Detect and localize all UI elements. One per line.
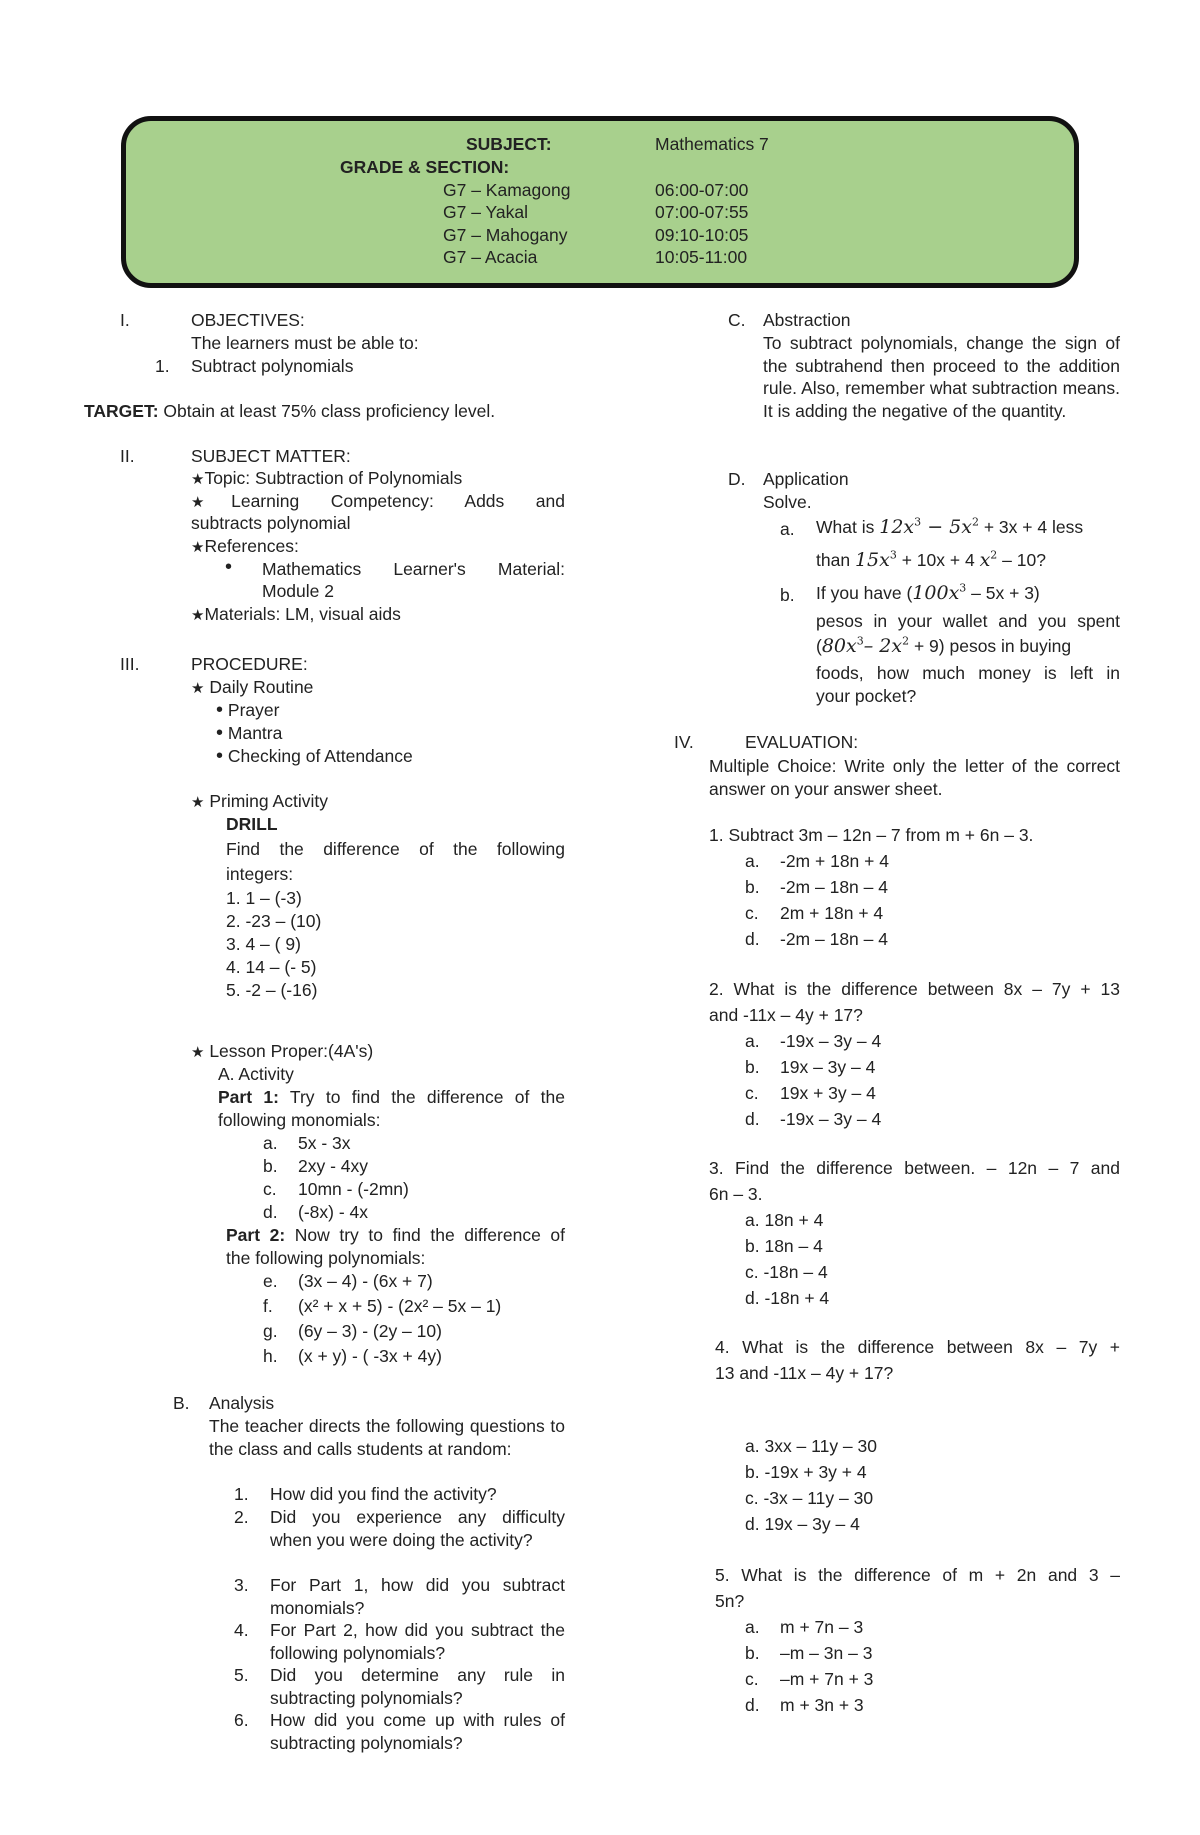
part1-text: Try to find the difference of the xyxy=(289,1087,566,1107)
eval-question-4-line2: 13 and -11x – 4y + 17? xyxy=(715,1363,894,1383)
eval-question-1: 1. Subtract 3m – 12n – 7 from m + 6n – 3. xyxy=(709,825,1034,845)
text: than xyxy=(816,550,851,570)
star-icon: ★ xyxy=(191,1044,205,1061)
competency-line xyxy=(191,490,565,515)
choice-text: –m + 7n + 3 xyxy=(780,1669,874,1689)
abstraction-letter: C. xyxy=(728,310,746,330)
part2-instruction-2: the following polynomials: xyxy=(226,1248,426,1268)
choice-letter: c. xyxy=(745,1083,759,1103)
priming-label: Priming Activity xyxy=(209,791,328,811)
var: x xyxy=(891,635,903,657)
bullet-icon: • xyxy=(216,722,224,744)
part2-item: (x² + x + 5) - (2x² – 5x – 1) xyxy=(298,1296,502,1316)
topic-line xyxy=(191,467,462,492)
exp: 3 xyxy=(856,634,864,648)
part1-item-letter: d. xyxy=(263,1202,278,1222)
choice-text: -19x – 3y – 4 xyxy=(780,1109,882,1129)
choice-text: 19x – 3y – 4 xyxy=(780,1057,876,1077)
drill-item: 1. 1 – (-3) xyxy=(226,888,302,908)
subject-value: Mathematics 7 xyxy=(655,134,769,154)
var: x xyxy=(948,582,960,604)
routine-item xyxy=(216,699,279,722)
choice-text: 19x + 3y – 4 xyxy=(780,1083,876,1103)
drill-instruction-2: integers: xyxy=(226,864,294,884)
part1-item-letter: a. xyxy=(263,1133,278,1153)
eval-question-2: 2. What is the difference between 8x – 7y + 13 xyxy=(709,979,1120,999)
section-time: 07:00-07:55 xyxy=(655,202,749,222)
analysis-letter: B. xyxy=(173,1393,190,1413)
choice-letter: c. xyxy=(745,903,759,923)
coef: – 2 xyxy=(863,635,892,657)
objective-item: Subtract polynomials xyxy=(191,356,354,376)
routine-item xyxy=(216,745,413,768)
part2-item: (3x – 4) - (6x + 7) xyxy=(298,1271,433,1291)
application-item-b-line3 xyxy=(816,635,1071,658)
choice-text: m + 3n + 3 xyxy=(780,1695,864,1715)
part2-item-letter: h. xyxy=(263,1346,278,1366)
math-term xyxy=(912,582,966,604)
section-time: 06:00-07:00 xyxy=(655,180,749,200)
drill-title: DRILL xyxy=(226,814,278,834)
abstraction-text: To subtract polynomials, change the sign of the subtrahend then proceed to the addition rule. Also, remember what subtraction means. It is adding the negative of the quantity. xyxy=(763,333,1120,421)
exp: 3 xyxy=(914,515,922,529)
eval-question-4: 4. What is the difference between 8x – 7y + xyxy=(715,1337,1120,1357)
evaluation-numeral: IV. xyxy=(674,732,694,752)
star-icon: ★ xyxy=(191,680,205,697)
activity-heading: A. Activity xyxy=(218,1064,294,1084)
bullet-icon: • xyxy=(225,556,233,578)
part1-label: Part 1: xyxy=(218,1087,279,1107)
reference-item: Mathematics Learner's Material: xyxy=(262,559,565,579)
part1-item-letter: c. xyxy=(263,1179,277,1199)
part2-item: (6y – 3) - (2y – 10) xyxy=(298,1321,442,1341)
var: x xyxy=(846,635,857,657)
question-number: 4. xyxy=(234,1620,249,1640)
question-text: How did you come up with rules of subtracting polynomials? xyxy=(270,1710,565,1753)
eval-question-2-line2: and -11x – 4y + 17? xyxy=(709,1005,863,1025)
star-icon: ★ xyxy=(191,794,205,811)
drill-item: 3. 4 – ( 9) xyxy=(226,934,301,954)
part2-text: Now try to find the difference of xyxy=(294,1225,565,1245)
choice-letter: a. xyxy=(745,1617,760,1637)
section-time: 10:05-11:00 xyxy=(655,247,748,267)
text: What is xyxy=(816,517,875,537)
drill-item: 2. -23 – (10) xyxy=(226,911,322,931)
choice-letter: d. xyxy=(745,1109,760,1129)
star-icon: ★ xyxy=(191,471,205,488)
drill-item: 4. 14 – (- 5) xyxy=(226,957,317,977)
section-name: G7 – Yakal xyxy=(443,202,528,222)
question-number: 6. xyxy=(234,1710,249,1730)
text: + 9) pesos in buying xyxy=(913,636,1072,656)
topic-text: Topic: Subtraction of Polynomials xyxy=(204,468,463,488)
routine-item-text: Prayer xyxy=(227,700,280,720)
question-number: 5. xyxy=(234,1665,249,1685)
exp: 2 xyxy=(971,515,979,529)
text: + 3x + 4 less xyxy=(983,517,1084,537)
exp: 2 xyxy=(990,548,998,562)
routine-item-text: Mantra xyxy=(227,723,283,743)
bullet-icon: • xyxy=(216,745,224,767)
var: x xyxy=(879,549,890,571)
choice-letter: c. xyxy=(745,1669,759,1689)
eval-question-5: 5. What is the difference of m + 2n and 3 – xyxy=(715,1565,1120,1585)
choice-text: d. 19x – 3y – 4 xyxy=(745,1514,860,1534)
eval-question-3: 3. Find the difference between. – 12n – 7 and xyxy=(709,1158,1120,1178)
application-item-letter: b. xyxy=(780,585,795,605)
application-item-a-line1 xyxy=(816,516,1083,539)
question-text: Did you determine any rule in subtracting polynomials? xyxy=(270,1665,565,1708)
choice-letter: b. xyxy=(745,877,760,897)
text: – 5x + 3) xyxy=(971,583,1040,603)
part1-item: 2xy - 4xy xyxy=(298,1156,369,1176)
choice-letter: b. xyxy=(745,1057,760,1077)
choice-text: -2m + 18n + 4 xyxy=(780,851,889,871)
section-name: G7 – Mahogany xyxy=(443,225,568,245)
question-text: For Part 2, how did you subtract the following polynomials? xyxy=(270,1620,565,1663)
target-label: TARGET: xyxy=(84,401,159,421)
application-item-b-line4: foods, how much money is left in xyxy=(816,663,1120,683)
analysis-text: The teacher directs the following questions to the class and calls students at random: xyxy=(209,1416,565,1459)
part1-instruction xyxy=(218,1086,565,1109)
bullet-icon: • xyxy=(216,699,224,721)
references-label: References: xyxy=(204,536,299,556)
coef: 80 xyxy=(821,635,847,657)
part1-item-letter: b. xyxy=(263,1156,278,1176)
eval-question-5-line2: 5n? xyxy=(715,1591,745,1611)
choice-text: c. -3x – 11y – 30 xyxy=(745,1488,874,1508)
daily-routine-line xyxy=(191,676,313,701)
part2-item: (x + y) - ( -3x + 4y) xyxy=(298,1346,442,1366)
objectives-intro: The learners must be able to: xyxy=(191,333,419,353)
math-term xyxy=(879,516,979,538)
part2-label: Part 2: xyxy=(226,1225,286,1245)
math-term xyxy=(855,549,897,571)
choice-text: a. 3xx – 11y – 30 xyxy=(745,1436,877,1456)
choice-text: m + 7n – 3 xyxy=(780,1617,864,1637)
exp: 2 xyxy=(902,634,910,648)
exp: 3 xyxy=(889,548,897,562)
application-item-a-line2 xyxy=(816,549,1046,572)
choice-text: -19x – 3y – 4 xyxy=(780,1031,882,1051)
choice-text: -2m – 18n – 4 xyxy=(780,877,888,897)
competency-text: Learning Competency: Adds and xyxy=(231,491,565,511)
text: + 10x + 4 xyxy=(901,550,975,570)
choice-letter: a. xyxy=(745,1031,760,1051)
objectives-numeral: I. xyxy=(120,310,130,330)
target-line xyxy=(84,400,495,423)
question-text: Did you experience any difficulty when you were doing the activity? xyxy=(270,1507,565,1550)
part2-item-letter: f. xyxy=(263,1296,273,1316)
coef: − 5 xyxy=(927,516,962,538)
question-text: How did you find the activity? xyxy=(270,1484,497,1504)
part1-item: 10mn - (-2mn) xyxy=(298,1179,409,1199)
choice-text: -2m – 18n – 4 xyxy=(780,929,888,949)
part1-item: 5x - 3x xyxy=(298,1133,351,1153)
drill-item: 5. -2 – (-16) xyxy=(226,980,318,1000)
section-name: G7 – Acacia xyxy=(443,247,538,267)
star-icon: ★ xyxy=(191,494,232,511)
choice-text: a. 18n + 4 xyxy=(745,1210,824,1230)
application-letter: D. xyxy=(728,469,746,489)
choice-text: b. -19x + 3y + 4 xyxy=(745,1462,867,1482)
star-icon: ★ xyxy=(191,539,205,556)
section-name: G7 – Kamagong xyxy=(443,180,571,200)
coef: 100 xyxy=(912,582,949,604)
application-item-b-line1 xyxy=(816,582,1040,605)
var: x xyxy=(903,516,915,538)
application-solve: Solve. xyxy=(763,492,812,512)
star-icon: ★ xyxy=(191,607,205,624)
question-number: 3. xyxy=(234,1575,249,1595)
part1-instruction-2: following monomials: xyxy=(218,1110,381,1130)
choice-text: d. -18n + 4 xyxy=(745,1288,830,1308)
subject-label: SUBJECT: xyxy=(466,134,552,154)
evaluation-intro: Multiple Choice: Write only the letter of the correct answer on your answer sheet. xyxy=(709,756,1120,799)
subject-matter-numeral: II. xyxy=(120,446,135,466)
target-text: Obtain at least 75% class proficiency level. xyxy=(163,401,496,421)
choice-letter: b. xyxy=(745,1643,760,1663)
application-item-b-line2: pesos in your wallet and you spent xyxy=(816,611,1120,631)
coef: 12 xyxy=(879,516,904,538)
eval-question-3-line2: 6n – 3. xyxy=(709,1184,763,1204)
materials-line xyxy=(191,603,401,628)
materials-text: Materials: LM, visual aids xyxy=(204,604,401,624)
application-item-letter: a. xyxy=(780,519,795,539)
references-line xyxy=(191,535,299,560)
procedure-numeral: III. xyxy=(120,654,140,674)
competency-text-2: subtracts polynomial xyxy=(191,513,351,533)
part2-instruction xyxy=(226,1224,565,1247)
choice-text: –m – 3n – 3 xyxy=(780,1643,873,1663)
lesson-proper-label: Lesson Proper:(4A's) xyxy=(209,1041,374,1061)
abstraction-title: Abstraction xyxy=(763,310,851,330)
choice-text: 2m + 18n + 4 xyxy=(780,903,884,923)
drill-instruction: Find the difference of the following xyxy=(226,839,565,859)
procedure-title: PROCEDURE: xyxy=(191,654,308,674)
analysis-title: Analysis xyxy=(209,1393,275,1413)
text: If you have ( xyxy=(816,583,913,603)
application-title: Application xyxy=(763,469,849,489)
routine-item-text: Checking of Attendance xyxy=(227,746,413,766)
question-text: For Part 1, how did you subtract monomials? xyxy=(270,1575,565,1618)
choice-letter: a. xyxy=(745,851,760,871)
question-number: 1. xyxy=(234,1484,249,1504)
choice-text: c. -18n – 4 xyxy=(745,1262,828,1282)
text: – 10? xyxy=(1002,550,1046,570)
routine-item xyxy=(216,722,282,745)
lesson-proper-line xyxy=(191,1040,373,1065)
exp: 3 xyxy=(959,581,967,595)
part2-item-letter: g. xyxy=(263,1321,278,1341)
evaluation-title: EVALUATION: xyxy=(745,732,859,752)
math-term xyxy=(980,549,998,571)
section-time: 09:10-10:05 xyxy=(655,225,749,245)
objectives-title: OBJECTIVES: xyxy=(191,310,305,330)
priming-line xyxy=(191,790,328,815)
grade-label: GRADE & SECTION: xyxy=(340,157,510,177)
choice-letter: d. xyxy=(745,1695,760,1715)
choice-letter: d. xyxy=(745,929,760,949)
daily-routine-label: Daily Routine xyxy=(209,677,314,697)
application-item-b-line5: your pocket? xyxy=(816,686,917,706)
coef: 15 xyxy=(854,549,880,571)
choice-text: b. 18n – 4 xyxy=(745,1236,823,1256)
objective-number: 1. xyxy=(155,356,170,376)
part1-item: (-8x) - 4x xyxy=(298,1202,368,1222)
question-number: 2. xyxy=(234,1507,249,1527)
reference-item-2: Module 2 xyxy=(262,581,334,601)
text: ( xyxy=(816,636,822,656)
part2-item-letter: e. xyxy=(263,1271,278,1291)
subject-matter-title: SUBJECT MATTER: xyxy=(191,446,351,466)
var: x xyxy=(979,549,991,571)
math-term xyxy=(822,635,909,657)
var: x xyxy=(961,516,972,538)
right-column xyxy=(600,0,1200,1835)
